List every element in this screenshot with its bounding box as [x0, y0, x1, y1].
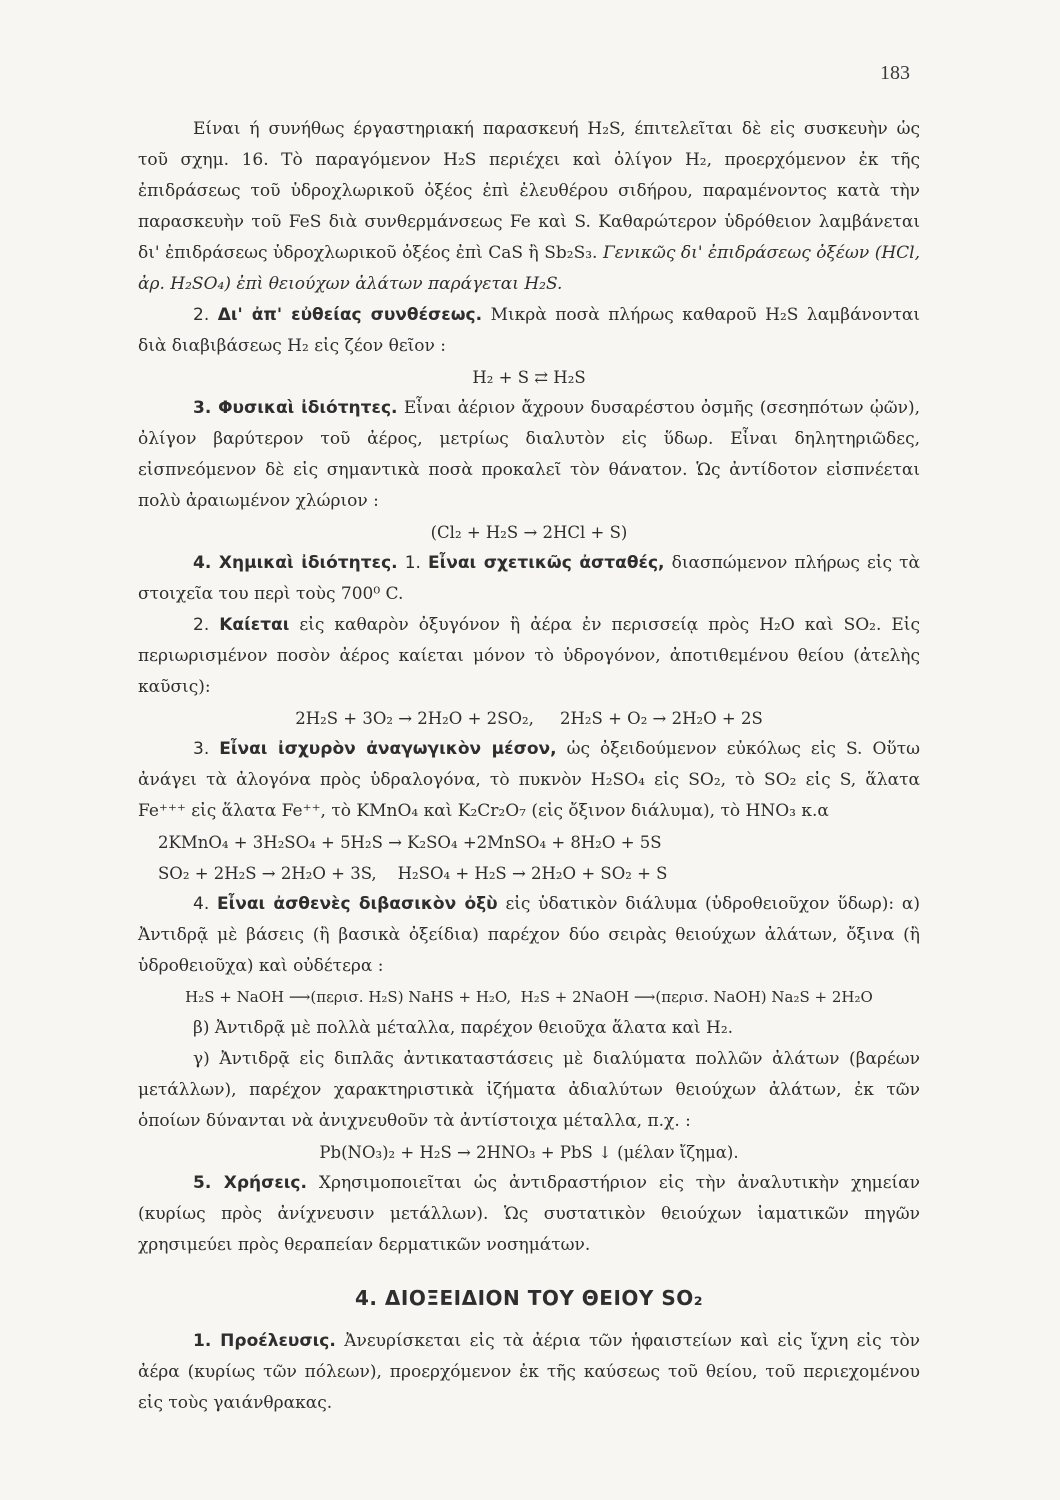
- equation: Pb(NO₃)₂ + H₂S → 2HNO₃ + PbS ↓ (μέλαν ἴζημα).: [319, 1143, 739, 1162]
- subheading-reducing-agent: Εἶναι ἰσχυρὸν ἀναγωγικὸν μέσον,: [219, 739, 557, 759]
- paragraph-text: διασπώμενον πλήρως εἰς τὰ στοιχεῖα του περὶ τοὺς 700⁰ C.: [138, 553, 920, 604]
- paragraph-text: Μικρὰ ποσὰ πλήρως καθαροῦ H₂S λαμβάνονται διὰ διαβιβάσεως H₂ εἰς ζέον θεῖον :: [138, 305, 920, 356]
- item-number: 2.: [193, 615, 210, 635]
- item-number: 4.: [193, 894, 210, 914]
- subheading-burns: Καίεται: [219, 615, 290, 635]
- paragraph-uses: [138, 1168, 920, 1261]
- paragraph-burns: [138, 610, 920, 703]
- general-statement: Γενικῶς δι' ἐπιδράσεως ὀξέων (HCl, ἀρ. H₂SO₄) ἐπὶ θειούχων ἀλάτων παράγεται H₂S.: [138, 243, 921, 294]
- heading-chemical-properties: 4. Χημικαὶ ἰδιότητες.: [193, 553, 398, 573]
- paragraph-physical-properties: [138, 393, 920, 517]
- paragraph-direct-synthesis: [138, 300, 920, 362]
- equation: (Cl₂ + H₂S → 2HCl + S): [430, 523, 628, 542]
- paragraph-text: Χρησιμοποιεῖται ὡς ἀντιδραστήριον εἰς τὴν ἀναλυτικὴν χημείαν (κυρίως πρὸς ἀνίχνευσιν μετάλλων). Ὡς συστατικὸν θειούχων ἰαματικῶν πηγῶν χρησιμεύει πρὸς θεραπείαν δερματικῶν νοσημάτων.: [138, 1173, 920, 1255]
- paragraph-text: Εἶναι ἀέριον ἄχρουν δυσαρέστου ὀσμῆς (σεσηπότων ᾠῶν), ὀλίγον βαρύτερον τοῦ ἀέρος, μετρίως διαλυτὸν εἰς ὕδωρ. Εἶναι δηλητηριῶδες, εἰσπνεόμενον δὲ εἰς σημαντικὰ ποσὰ προκαλεῖ τὸν θάνατον. Ὡς ἀντίδοτον εἰσπνέεται πολὺ ἀραιωμένον χλώριον :: [138, 398, 920, 511]
- item-number: 1.: [404, 553, 421, 573]
- item-number: 2.: [193, 305, 210, 325]
- paragraph-origin: [138, 1326, 920, 1419]
- paragraph-text: εἰς ὑδατικὸν διάλυμα (ὑδροθειοῦχον ὕδωρ): α) Ἀντιδρᾷ μὲ βάσεις (ἢ βασικὰ ὀξείδια) παρέχον δύο σειρὰς θειούχων ἀλάτων, ὄξινα (ἢ ὑδροθειοῦχα) καὶ οὐδέτερα :: [138, 894, 921, 976]
- subheading-unstable: Εἶναι σχετικῶς ἀσταθές,: [428, 553, 665, 573]
- heading-physical-properties: 3. Φυσικαὶ ἰδιότητες.: [193, 398, 398, 418]
- equation: 2H₂S + 3O₂ → 2H₂O + 2SO₂, 2H₂S + O₂ → 2H₂O + 2S: [295, 709, 763, 728]
- heading-origin: 1. Προέλευσις.: [193, 1331, 336, 1351]
- paragraph-weak-acid: [138, 889, 920, 982]
- equation: SO₂ + 2H₂S → 2H₂O + 3S, H₂SO₄ + H₂S → 2H₂O + SO₂ + S: [158, 864, 668, 883]
- paragraph-double-replacement: γ) Ἀντιδρᾷ εἰς διπλᾶς ἀντικαταστάσεις μὲ διαλύματα πολλῶν ἀλάτων (βαρέων μετάλλων), παρέχον χαρακτηριστικὰ ἰζήματα ἀδιαλύτων θειούχων ἀλάτων, ἐκ τῶν ὁποίων δύνανται νὰ ἀνιχνευθοῦν τὰ ἀντίστοιχα μέταλλα, π.χ. :: [138, 1049, 920, 1131]
- heading-direct-synthesis: Δι' ἀπ' εὐθείας συνθέσεως.: [217, 305, 483, 325]
- paragraph-preparation: [138, 114, 920, 300]
- item-number: 3.: [193, 739, 210, 759]
- paragraph-text: Είναι ή συνήθως έργαστηριακή παρασκευή H₂S, έπιτελεῖται δὲ εἰς συσκευὴν ὡς τοῦ σχημ. 16. Τὸ παραγόμενον H₂S περιέχει καὶ ὀλίγον H₂, προερχόμενον ἐκ τῆς ἐπιδράσεως τοῦ ὑδροχλωρικοῦ ὀξέος ἐπὶ ἐλευθέρου σιδήρου, παραμένοντος κατὰ τὴν παρασκευὴν τοῦ FeS διὰ συνθερμάνσεως Fe καὶ S. Καθαρώτερον ὑδρόθειον λαμβάνεται δι' ἐπιδράσεως ὑδροχλωρικοῦ ὀξέος ἐπὶ CaS ἢ Sb₂S₃.: [138, 119, 920, 263]
- page-body: [138, 114, 920, 1419]
- equation: 2KMnO₄ + 3H₂SO₄ + 5H₂S → K₂SO₄ +2MnSO₄ + 8H₂O + 5S: [158, 833, 662, 852]
- paragraph-text: ὡς ὀξειδούμενον εὐκόλως εἰς S. Οὕτω ἀνάγει τὰ ἀλογόνα πρὸς ὑδραλογόνα, τὸ πυκνὸν H₂SO₄ εἰς SO₂, τὸ SO₂ εἰς S, ἅλατα Fe⁺⁺⁺ εἰς ἅλατα Fe⁺⁺, τὸ KMnO₄ καὶ K₂Cr₂O₇ (εἰς ὄξινον διάλυμα), τὸ HNO₃ κ.α: [138, 739, 920, 821]
- equation: H₂S + NaOH ⟶(περισ. H₂S) NaHS + H₂O, H₂S + 2NaOH ⟶(περισ. NaOH) Na₂S + 2H₂O: [185, 988, 873, 1006]
- paragraph-metals: β) Ἀντιδρᾷ μὲ πολλὰ μέταλλα, παρέχον θειοῦχα ἅλατα καὶ H₂.: [193, 1018, 734, 1038]
- paragraph-reducing-agent: [138, 734, 920, 827]
- page-number: 183: [880, 62, 910, 84]
- paragraph-text: εἰς καθαρὸν ὀξυγόνον ἢ ἀέρα ἐν περισσείᾳ πρὸς H₂O καὶ SO₂. Εἰς περιωρισμένον ποσὸν ἀέρος καίεται μόνον τὸ ὑδρογόνον, ἀποτιθεμένου θείου (ἀτελὴς καῦσις):: [138, 615, 920, 697]
- subheading-weak-acid: Εἶναι ἀσθενὲς διβασικὸν ὀξὺ: [217, 894, 498, 914]
- section-title: 4. ΔΙΟΞΕΙΔΙΟΝ ΤΟΥ ΘΕΙΟΥ SO₂: [354, 1286, 704, 1310]
- equation: H₂ + S ⇄ H₂S: [472, 368, 586, 387]
- heading-uses: 5. Χρήσεις.: [193, 1173, 307, 1193]
- paragraph-text: Ἀνευρίσκεται εἰς τὰ ἀέρια τῶν ἡφαιστείων καὶ εἰς ἴχνη εἰς τὸν ἀέρα (κυρίως τῶν πόλεων), προερχόμενον ἐκ τῆς καύσεως τοῦ θείου, τοῦ περιεχομένου εἰς τοὺς γαιάνθρακας.: [138, 1331, 921, 1413]
- paragraph-chemical-properties: [138, 548, 920, 610]
